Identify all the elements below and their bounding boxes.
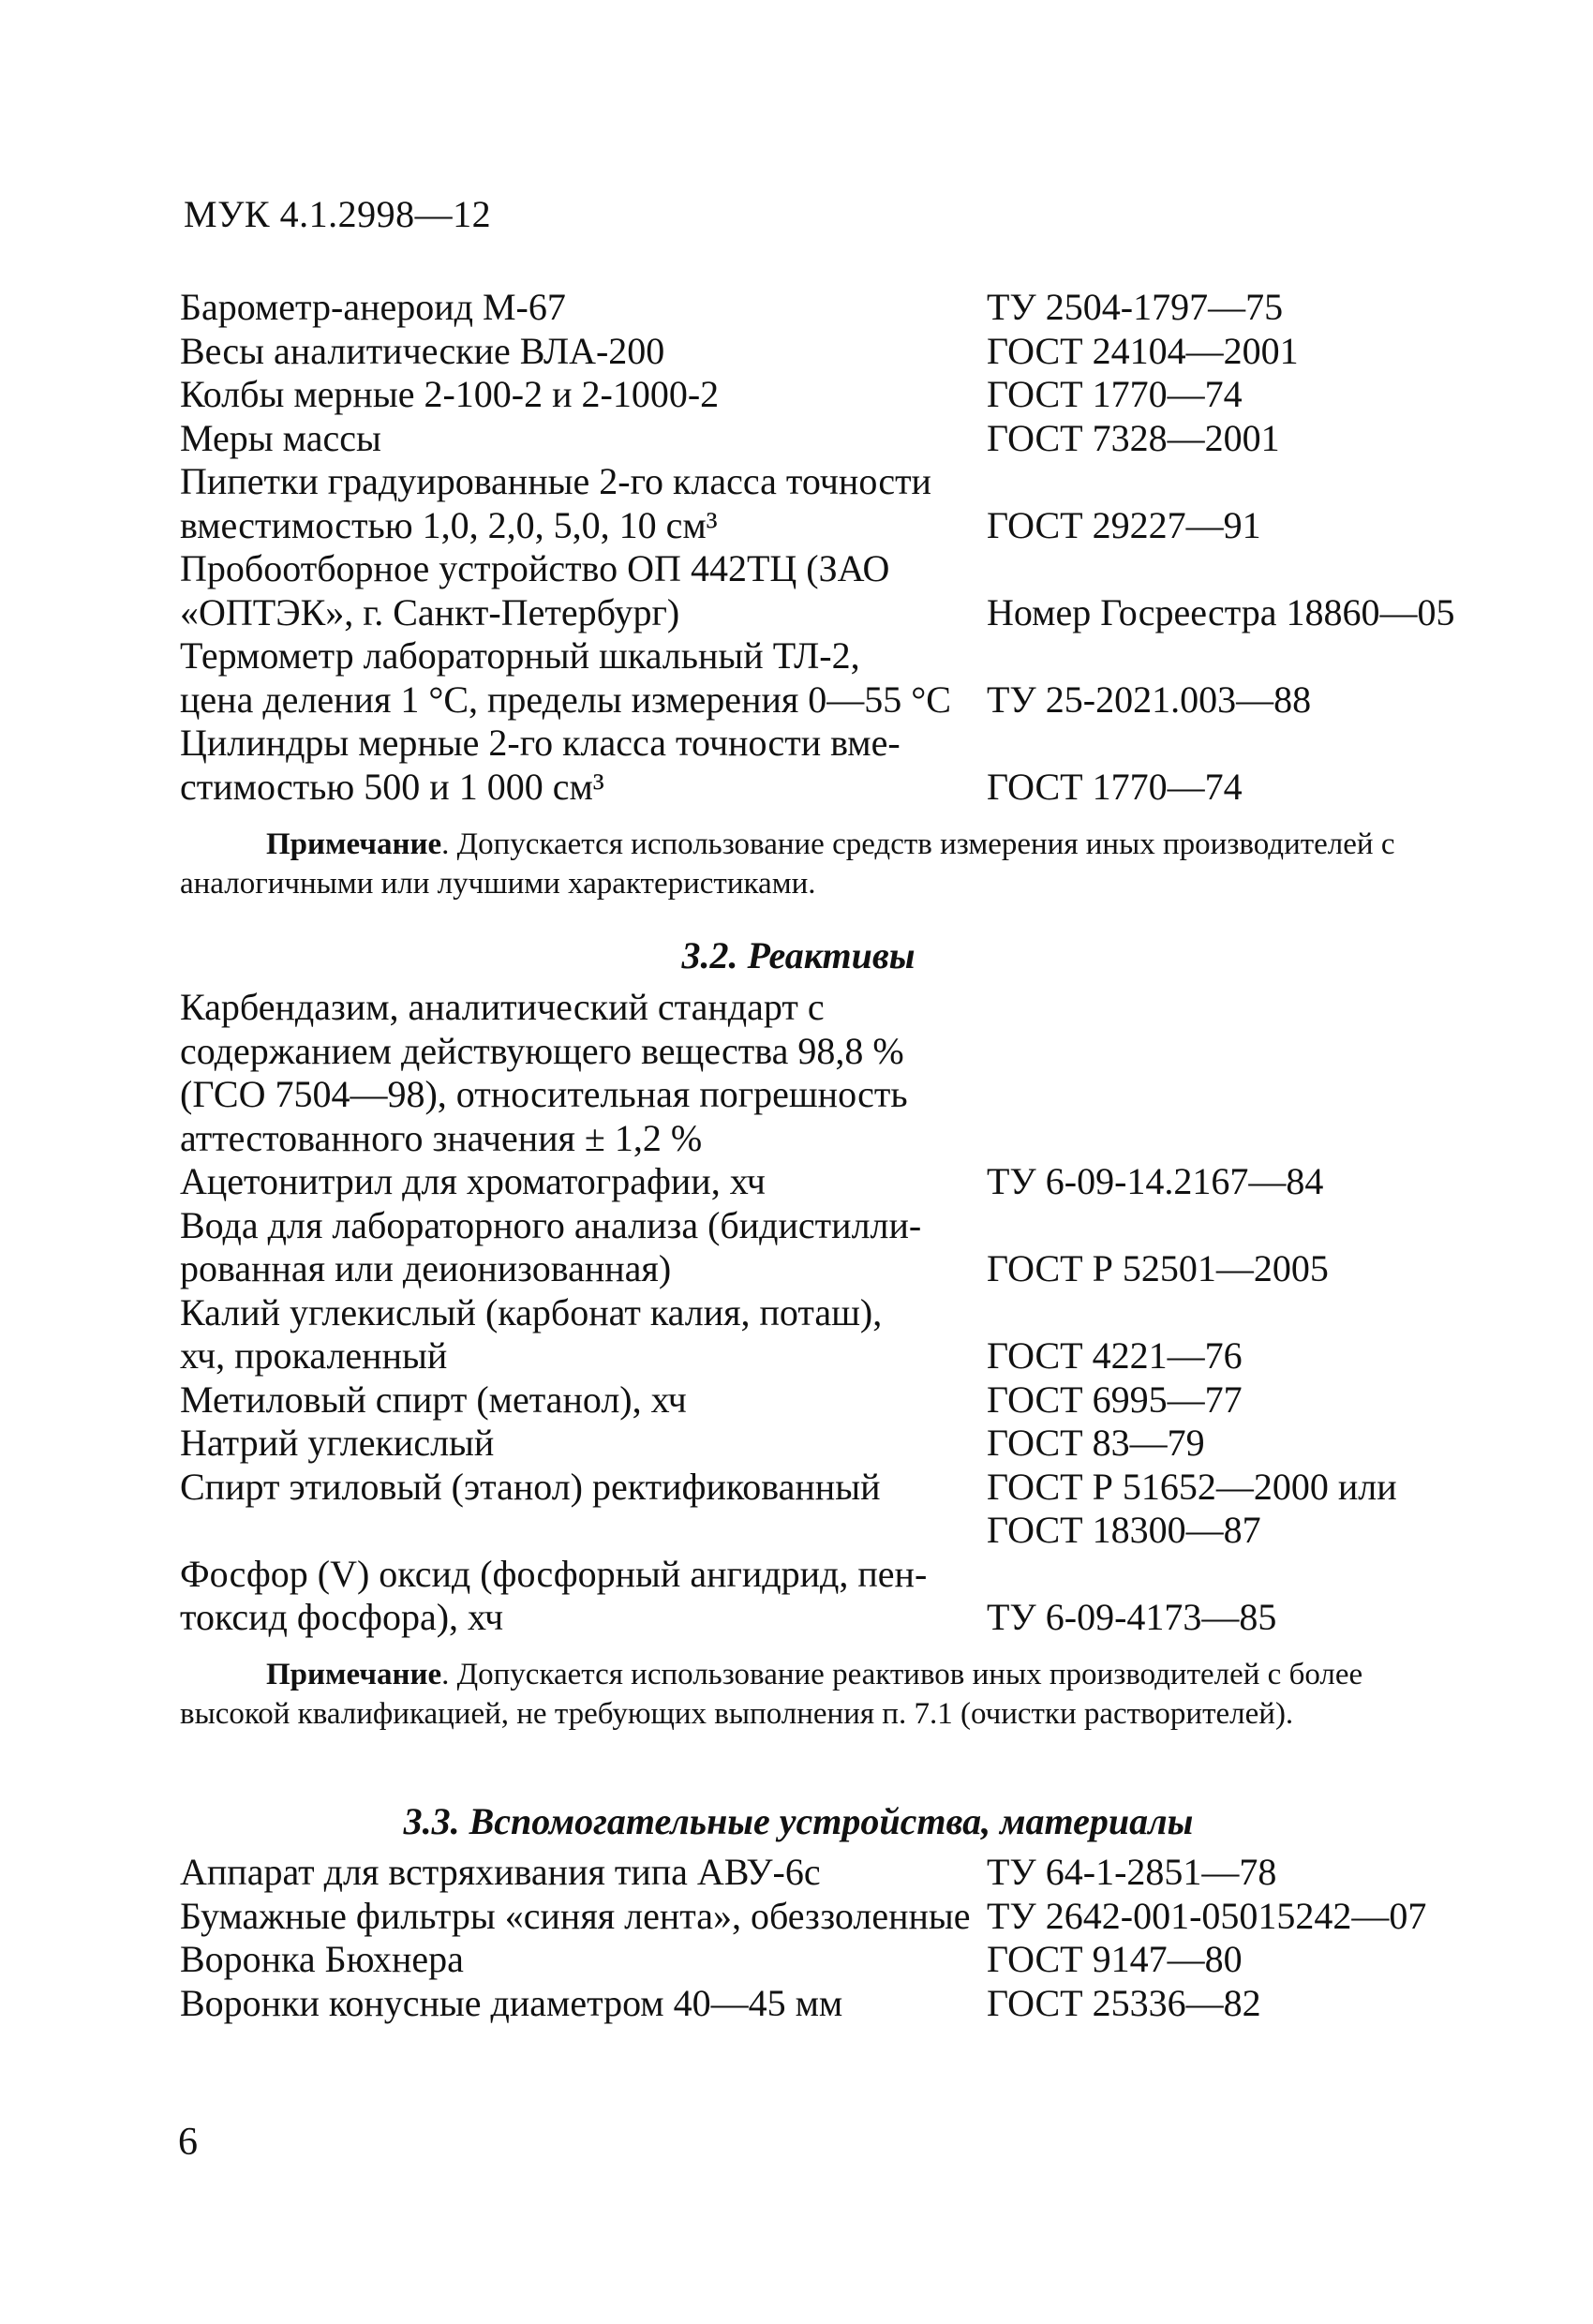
item-line: рованная или деионизованная) xyxy=(180,1247,672,1289)
list-item xyxy=(180,1982,1511,2026)
item-standard: ТУ 2642-001-05015242—07 xyxy=(987,1894,1427,1937)
note-text: . Допускается использование средств измерения иных производителей с аналогичными или лучшими характеристиками. xyxy=(180,827,1395,901)
item-standard xyxy=(987,1466,1397,1553)
item-line: Пробоотборное устройство ОП 442ТЦ (ЗАО xyxy=(180,547,890,589)
list-item xyxy=(180,1160,1511,1204)
item-name xyxy=(180,986,976,1160)
standard-line: ГОСТ 18300—87 xyxy=(987,1509,1261,1551)
list-item xyxy=(180,986,1511,1160)
item-line: содержанием действующего вещества 98,8 % xyxy=(180,1029,904,1072)
item-line: Термометр лабораторный шкальный ТЛ-2, xyxy=(180,634,860,677)
item-name: Метиловый спирт (метанол), хч xyxy=(180,1378,687,1421)
item-line: Спирт этиловый (этанол) ректификованный xyxy=(180,1465,881,1508)
section-heading-3-2: 3.2. Реактивы xyxy=(681,934,916,976)
item-name: Бумажные фильтры «синяя лента», обеззоленные xyxy=(180,1894,971,1937)
note-label: Примечание xyxy=(266,1658,442,1691)
item-standard: ГОСТ Р 52501—2005 xyxy=(987,1247,1329,1289)
item-line: цена деления 1 °С, пределы измерения 0—55 °С xyxy=(180,678,951,721)
item-name: Весы аналитические ВЛА-200 xyxy=(180,329,665,372)
item-name xyxy=(180,722,976,809)
item-name: Барометр-анероид М-67 xyxy=(180,286,566,328)
item-line: «ОПТЭК», г. Санкт-Петербург) xyxy=(180,590,680,633)
list-item xyxy=(180,1204,1511,1291)
item-standard: ГОСТ 1770—74 xyxy=(987,373,1243,415)
item-line: стимостью 500 и 1 000 см³ xyxy=(180,765,604,808)
note-text: . Допускается использование реактивов иных производителей с более высокой квалификацией, не требующих выполнения п. 7.1 (очистки растворителей). xyxy=(180,1658,1363,1731)
item-name xyxy=(180,1466,976,1553)
item-standard: ТУ 2504-1797—75 xyxy=(987,286,1284,328)
item-name: Воронки конусные диаметром 40—45 мм xyxy=(180,1981,843,2024)
item-name: Меры массы xyxy=(180,416,381,459)
item-standard: ГОСТ 1770—74 xyxy=(987,765,1243,808)
note-3-1 xyxy=(180,825,1417,903)
list-item xyxy=(180,722,1511,809)
item-line: хч, прокаленный xyxy=(180,1334,448,1377)
item-standard: ТУ 6-09-4173—85 xyxy=(987,1596,1277,1638)
item-standard: ГОСТ 25336—82 xyxy=(987,1981,1261,2024)
item-name xyxy=(180,1553,976,1640)
list-item xyxy=(180,1422,1511,1466)
list-item xyxy=(180,1466,1511,1553)
item-name: Колбы мерные 2-100-2 и 2-1000-2 xyxy=(180,373,720,415)
list-section-3-2 xyxy=(180,986,1511,1640)
item-standard: ТУ 64-1-2851—78 xyxy=(987,1851,1277,1893)
item-standard: ТУ 25-2021.003—88 xyxy=(987,678,1312,721)
list-item xyxy=(180,1851,1511,1895)
item-standard: ГОСТ 24104—2001 xyxy=(987,329,1299,372)
item-line: Калий углекислый (карбонат калия, поташ), xyxy=(180,1290,883,1333)
list-item xyxy=(180,1553,1511,1640)
item-standard: ГОСТ 83—79 xyxy=(987,1422,1205,1464)
item-name xyxy=(180,460,976,547)
standard-line: ГОСТ Р 51652—2000 или xyxy=(987,1465,1397,1508)
item-name: Натрий углекислый xyxy=(180,1422,495,1464)
item-line: Фосфор (V) оксид (фосфорный ангидрид, пен- xyxy=(180,1552,928,1595)
list-section-3-1 xyxy=(180,286,1511,809)
item-line-spacer xyxy=(180,1509,976,1553)
item-name xyxy=(180,1291,976,1378)
item-standard: ГОСТ 6995—77 xyxy=(987,1378,1243,1421)
page-number: 6 xyxy=(178,2121,198,2164)
item-standard: ГОСТ 7328—2001 xyxy=(987,416,1280,459)
list-section-3-3 xyxy=(180,1851,1511,2025)
note-label: Примечание xyxy=(266,827,442,861)
list-item xyxy=(180,1895,1511,1939)
item-line: Карбендазим, аналитический стандарт с xyxy=(180,986,825,1028)
list-item xyxy=(180,330,1511,374)
item-name xyxy=(180,547,976,634)
item-standard: ТУ 6-09-14.2167—84 xyxy=(987,1160,1324,1202)
item-line: Вода для лабораторного анализа (бидистилли- xyxy=(180,1203,922,1246)
section-heading-3-3: 3.3. Вспомогательные устройства, материалы xyxy=(403,1800,1194,1842)
item-name: Воронка Бюхнера xyxy=(180,1938,464,1980)
list-item xyxy=(180,417,1511,461)
item-line: Цилиндры мерные 2-го класса точности вме- xyxy=(180,722,901,764)
document-code: МУК 4.1.2998—12 xyxy=(184,193,492,235)
item-line: Пипетки градуированные 2-го класса точности xyxy=(180,460,931,502)
item-line: токсид фосфора), хч xyxy=(180,1596,504,1638)
list-item xyxy=(180,1378,1511,1423)
item-line: вместимостью 1,0, 2,0, 5,0, 10 см³ xyxy=(180,503,718,546)
item-name: Аппарат для встряхивания типа АВУ-6с xyxy=(180,1851,821,1893)
list-item xyxy=(180,634,1511,722)
list-item xyxy=(180,547,1511,634)
item-standard: Номер Госреестра 18860—05 xyxy=(987,590,1455,633)
item-line: аттестованного значения ± 1,2 % xyxy=(180,1116,703,1159)
item-line: (ГСО 7504—98), относительная погрешность xyxy=(180,1073,908,1115)
item-name xyxy=(180,634,976,722)
list-item xyxy=(180,1291,1511,1378)
item-standard: ГОСТ 29227—91 xyxy=(987,503,1261,546)
list-item xyxy=(180,460,1511,547)
item-name: Ацетонитрил для хроматографии, хч xyxy=(180,1160,766,1202)
list-item xyxy=(180,1938,1511,1982)
item-standard: ГОСТ 4221—76 xyxy=(987,1334,1243,1377)
note-3-2 xyxy=(180,1655,1417,1734)
item-name xyxy=(180,1204,976,1291)
item-standard: ГОСТ 9147—80 xyxy=(987,1938,1243,1980)
list-item xyxy=(180,373,1511,417)
list-item xyxy=(180,286,1511,330)
